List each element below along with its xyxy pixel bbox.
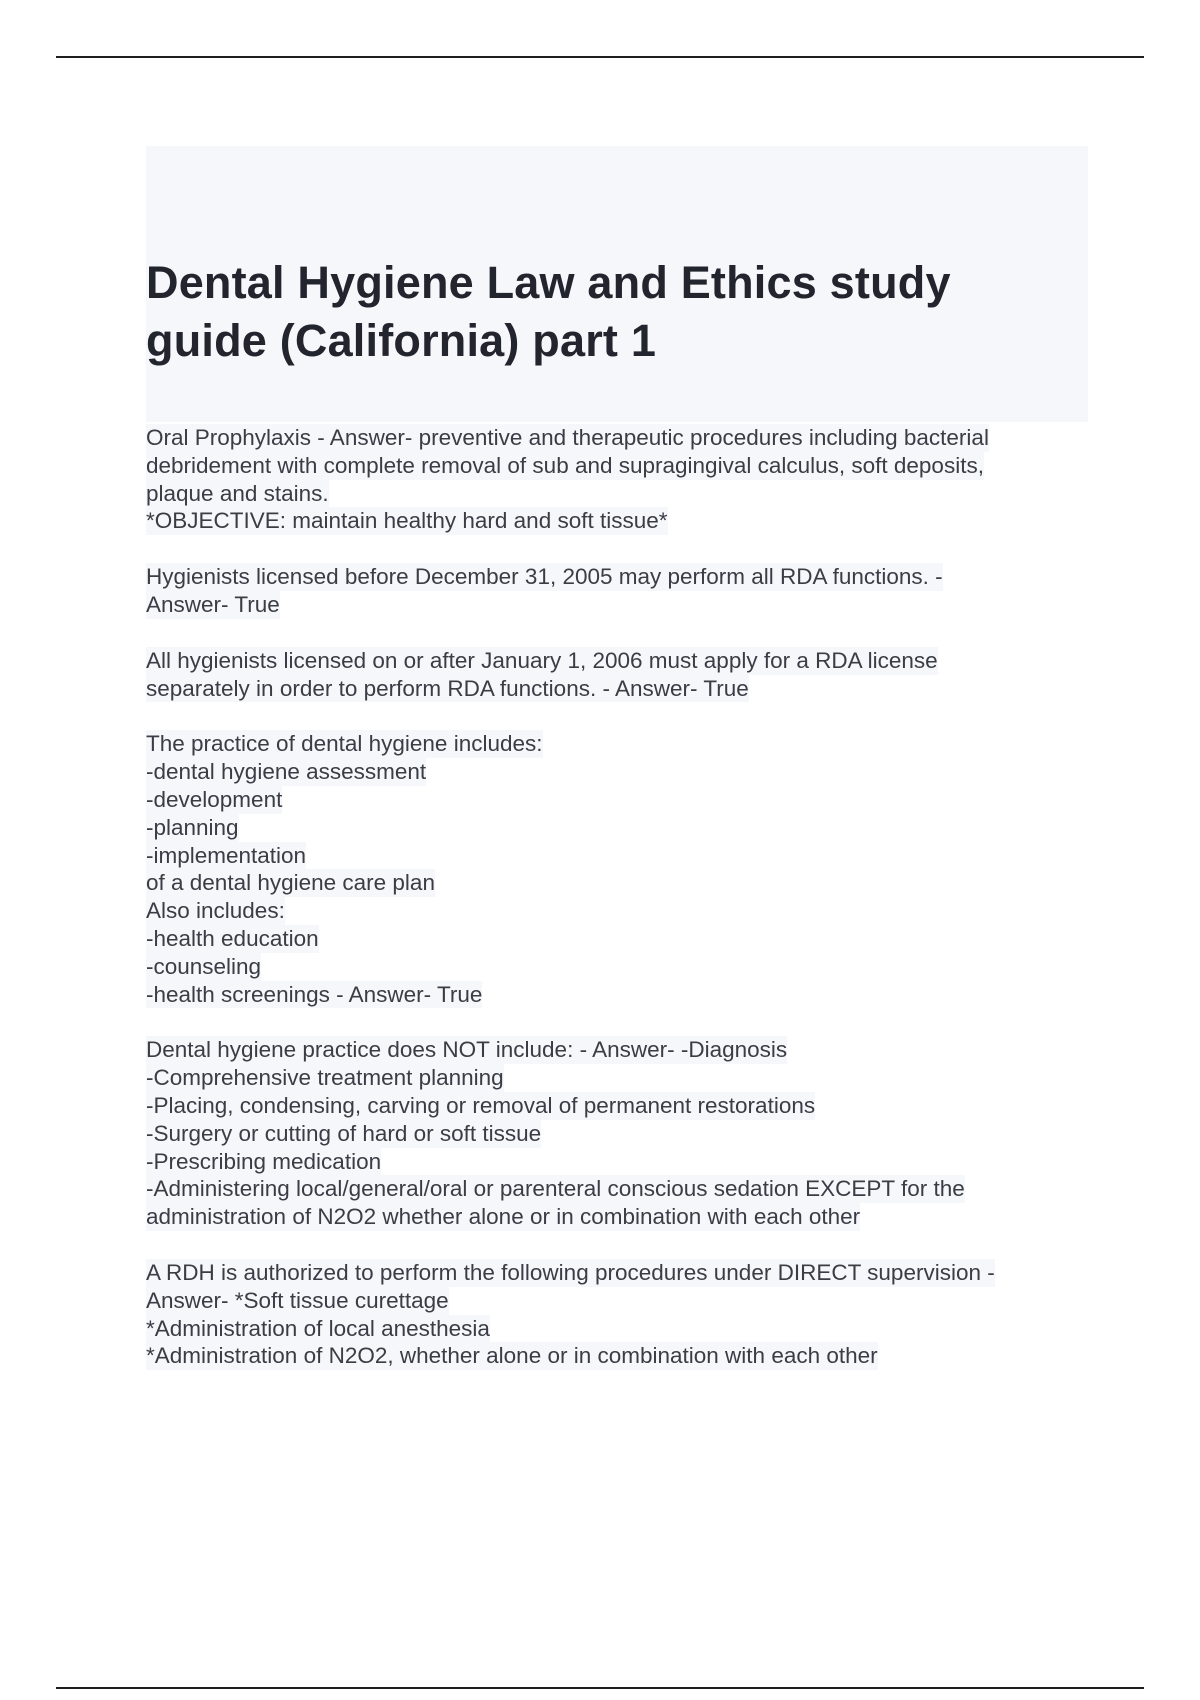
qa-line: -Administering local/general/oral or parenteral conscious sedation EXCEPT for the: [146, 1176, 965, 1202]
qa-line: *Administration of local anesthesia: [146, 1315, 490, 1341]
title-line: Dental Hygiene Law and Ethics study: [146, 257, 951, 308]
qa-line: The practice of dental hygiene includes:: [146, 731, 543, 757]
qa-line: -planning: [146, 814, 239, 840]
qa-line: Answer- *Soft tissue curettage: [146, 1287, 449, 1313]
footer-divider: [56, 1687, 1144, 1689]
qa-entry-direct-supervision: [146, 1259, 1086, 1370]
qa-entry-rda-after-2006: [146, 647, 1086, 703]
qa-line: *OBJECTIVE: maintain healthy hard and soft tissue*: [146, 508, 668, 534]
qa-line: -health education: [146, 925, 319, 951]
qa-entry-practice-includes: [146, 730, 1086, 1008]
qa-line: -Placing, condensing, carving or removal of permanent restorations: [146, 1092, 816, 1118]
qa-entry-oral-prophylaxis: [146, 424, 1086, 535]
qa-line: -implementation: [146, 842, 307, 868]
qa-line: Oral Prophylaxis - Answer- preventive and therapeutic procedures including bacterial: [146, 425, 989, 450]
study-guide-content: [146, 424, 1086, 1398]
qa-line: -counseling: [146, 953, 262, 979]
qa-line: -dental hygiene assessment: [146, 759, 427, 785]
qa-entry-rda-before-2005: [146, 563, 1086, 619]
qa-line: All hygienists licensed on or after January 1, 2006 must apply for a RDA license: [146, 647, 938, 673]
qa-line: administration of N2O2 whether alone or in combination with each other: [146, 1204, 861, 1230]
qa-line: -health screenings - Answer- True: [146, 981, 483, 1007]
qa-line: -Prescribing medication: [146, 1148, 382, 1174]
qa-line: debridement with complete removal of sub and supragingival calculus, soft deposits,: [146, 452, 984, 478]
qa-line: Answer- True: [146, 591, 280, 617]
qa-line: A RDH is authorized to perform the following procedures under DIRECT supervision -: [146, 1259, 995, 1285]
qa-line: *Administration of N2O2, whether alone or in combination with each other: [146, 1343, 878, 1369]
qa-line: separately in order to perform RDA functions. - Answer- True: [146, 675, 749, 701]
header-divider: [56, 56, 1144, 58]
qa-line: Also includes:: [146, 898, 285, 924]
qa-line: Dental hygiene practice does NOT include: - Answer- -Diagnosis: [146, 1037, 788, 1063]
qa-line: Hygienists licensed before December 31, 2005 may perform all RDA functions. -: [146, 564, 943, 590]
qa-line: of a dental hygiene care plan: [146, 870, 435, 896]
qa-line: plaque and stains.: [146, 480, 329, 506]
qa-line: -Surgery or cutting of hard or soft tissue: [146, 1120, 542, 1146]
page-title: [146, 254, 1046, 370]
title-line: guide (California) part 1: [146, 315, 657, 366]
qa-entry-practice-excludes: [146, 1036, 1086, 1231]
qa-line: -development: [146, 786, 283, 812]
qa-line: -Comprehensive treatment planning: [146, 1065, 504, 1091]
